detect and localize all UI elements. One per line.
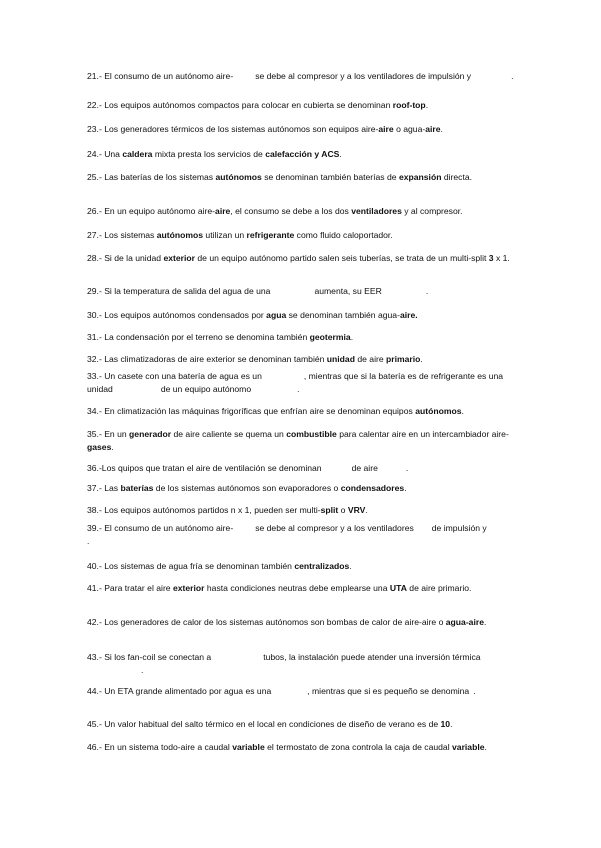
question-text: se denominan también baterías de — [261, 172, 399, 182]
answer-text: unidad — [326, 354, 355, 364]
question-34 — [87, 405, 527, 418]
question-text: mixta presta los servicios de — [152, 149, 266, 159]
answer-text: variable — [232, 742, 265, 752]
answer-text: geotermia — [309, 332, 351, 342]
question-text: . — [297, 384, 300, 394]
answer-text: calefacción y ACS — [265, 149, 340, 159]
question-text: 33.- Un casete con una batería de agua es un — [87, 371, 262, 381]
question-text: . — [404, 483, 407, 493]
question-42 — [87, 616, 527, 629]
question-text: . — [483, 617, 487, 627]
answer-text: centralizados — [294, 561, 350, 571]
question-25 — [87, 171, 527, 184]
question-text: hasta condiciones neutras debe emplearse una — [204, 583, 390, 593]
question-text: de un equipo autónomo — [160, 384, 252, 394]
answer-text: variable — [452, 742, 485, 752]
question-22 — [87, 99, 527, 112]
question-text: 36.-Los quipos que tratan el aire de ventilación se denominan — [87, 463, 322, 473]
question-text: . — [87, 536, 90, 546]
question-text: , el consumo se debe a los dos — [230, 206, 352, 216]
question-27 — [87, 229, 527, 242]
question-text: . — [405, 463, 409, 473]
question-33 — [87, 370, 527, 396]
question-text: 41.- Para tratar el aire — [87, 583, 173, 593]
answer-text: generador — [129, 429, 172, 439]
answer-text: UTA — [389, 583, 407, 593]
question-text: 26.- En un equipo autónomo aire- — [87, 206, 216, 216]
question-text: de aire — [351, 463, 378, 473]
question-text: , mientras que si la batería es de refrigerante es una unidad — [87, 371, 504, 394]
question-24 — [87, 148, 527, 161]
answer-text: condensadores — [340, 483, 405, 493]
question-text: de aire — [354, 354, 387, 364]
question-text: 29.- Si la temperatura de salida del agua de una — [87, 286, 271, 296]
question-text: . — [420, 354, 423, 364]
question-text: de los sistemas autónomos son evaporadores o — [153, 483, 341, 493]
question-text: 39.- El consumo de un autónomo aire- — [87, 523, 234, 533]
question-29 — [87, 285, 527, 298]
question-35 — [87, 428, 527, 454]
answer-text: baterías — [120, 483, 154, 493]
answer-text: autónomos — [415, 406, 462, 416]
answer-text: agua — [266, 310, 287, 320]
question-text: y al compresor. — [401, 206, 463, 216]
question-23 — [87, 123, 527, 136]
answer-text: aire — [215, 206, 231, 216]
question-text: . — [484, 742, 487, 752]
question-text: 42.- Los generadores de calor de los sistemas autónomos son bombas de calor de aire-aire o — [87, 617, 446, 627]
question-text: 22.- Los equipos autónomos compactos para colocar en cubierta se denominan — [87, 100, 393, 110]
question-text: aumenta, su EER — [314, 286, 382, 296]
answer-text: 10 — [440, 719, 451, 729]
question-text: 31.- La condensación por el terreno se denomina también — [87, 332, 310, 342]
question-44 — [87, 685, 527, 698]
question-text: . — [365, 505, 368, 515]
question-41 — [87, 582, 527, 595]
question-text: . — [111, 442, 114, 452]
answer-text: combustible — [286, 429, 337, 439]
question-text: 38.- Los equipos autónomos partidos n x 1, pueden ser multi- — [87, 505, 321, 515]
question-text: o — [338, 505, 348, 515]
question-text: de aire caliente se quema un — [171, 429, 287, 439]
question-text: como fluido caloportador. — [294, 230, 393, 240]
question-text: utilizan un — [203, 230, 247, 240]
answer-text: split — [320, 505, 339, 515]
question-text: . — [425, 286, 429, 296]
question-text: se debe al compresor y a los ventiladores de impulsión y — [255, 71, 472, 81]
answer-text: aire. — [399, 310, 418, 320]
answer-text: expansión — [398, 172, 442, 182]
question-text: . — [473, 686, 476, 696]
question-21 — [87, 70, 527, 83]
question-text: 40.- Los sistemas de agua fría se denominan también — [87, 561, 295, 571]
answer-text: roof-top — [392, 100, 426, 110]
question-text: el termostato de zona controla la caja de caudal — [264, 742, 453, 752]
question-text: 43.- Si los fan-coil se conectan a — [87, 652, 212, 662]
answer-text: autónomos — [215, 172, 262, 182]
question-text: 28.- Si de la unidad — [87, 253, 164, 263]
question-36 — [87, 462, 527, 475]
question-text: tubos, la instalación puede atender una inversión térmica — [263, 652, 481, 662]
question-text: 24.- Una — [87, 149, 123, 159]
question-text: 32.- Las climatizadoras de aire exterior se denominan también — [87, 354, 327, 364]
question-text: 23.- Los generadores térmicos de los sistemas autónomos son equipos aire- — [87, 124, 379, 134]
question-text: . — [349, 561, 352, 571]
question-text: , mientras que si es pequeño se denomina — [307, 686, 470, 696]
question-text: de impulsión y — [431, 523, 487, 533]
question-text: o agua- — [393, 124, 426, 134]
question-text: 25.- Las baterías de los sistemas — [87, 172, 216, 182]
answer-text: exterior — [163, 253, 195, 263]
question-text: . — [440, 124, 443, 134]
question-text: 27.- Los sistemas — [87, 230, 157, 240]
answer-text: 3 — [488, 253, 494, 263]
question-26 — [87, 205, 527, 218]
question-45 — [87, 718, 527, 731]
question-43 — [87, 651, 527, 677]
question-32 — [87, 353, 527, 366]
question-37 — [87, 482, 527, 495]
question-text: . — [141, 665, 144, 675]
question-text: 34.- En climatización las máquinas frigoríficas que enfrían aire se denominan equipos — [87, 406, 416, 416]
question-text: se debe al compresor y a los ventiladores — [255, 523, 414, 533]
question-39 — [87, 522, 527, 548]
question-text: de un equipo autónomo partido salen seis tuberías, se trata de un multi-split — [194, 253, 489, 263]
question-text: 30.- Los equipos autónomos condensados por — [87, 310, 267, 320]
answer-text: primario — [386, 354, 421, 364]
answer-text: aire — [378, 124, 394, 134]
answer-text: VRV — [347, 505, 366, 515]
question-text: 46.- En un sistema todo-aire a caudal — [87, 742, 233, 752]
question-text: 44.- Un ETA grande alimentado por agua es una — [87, 686, 272, 696]
question-text: 45.- Un valor habitual del salto térmico en el local en condiciones de diseño de verano es de — [87, 719, 441, 729]
answer-text: autónomos — [156, 230, 204, 240]
question-text: . — [450, 719, 453, 729]
question-text: 21.- El consumo de un autónomo aire- — [87, 71, 234, 81]
answer-text: refrigerante — [246, 230, 295, 240]
question-28 — [87, 252, 527, 265]
question-40 — [87, 560, 527, 573]
question-text: 35.- En un — [87, 429, 130, 439]
answer-text: gases — [87, 442, 112, 452]
answer-text: aire — [425, 124, 441, 134]
question-text: 37.- Las — [87, 483, 121, 493]
question-text: . — [350, 332, 354, 342]
question-text: . — [511, 71, 514, 81]
question-46 — [87, 741, 527, 754]
question-text: . — [461, 406, 464, 416]
question-text: para calentar aire en un intercambiador aire- — [336, 429, 509, 439]
answer-text: ventiladores — [351, 206, 402, 216]
question-text: de aire primario. — [406, 583, 472, 593]
question-text: se denominan también agua- — [286, 310, 400, 320]
question-text: . — [339, 149, 342, 159]
answer-text: agua-aire — [445, 617, 484, 627]
question-text: . — [425, 100, 429, 110]
question-text: x 1. — [493, 253, 510, 263]
question-31 — [87, 331, 527, 344]
question-30 — [87, 309, 527, 322]
question-38 — [87, 504, 527, 517]
answer-text: exterior — [172, 583, 205, 593]
question-text: directa. — [441, 172, 473, 182]
answer-text: caldera — [122, 149, 153, 159]
